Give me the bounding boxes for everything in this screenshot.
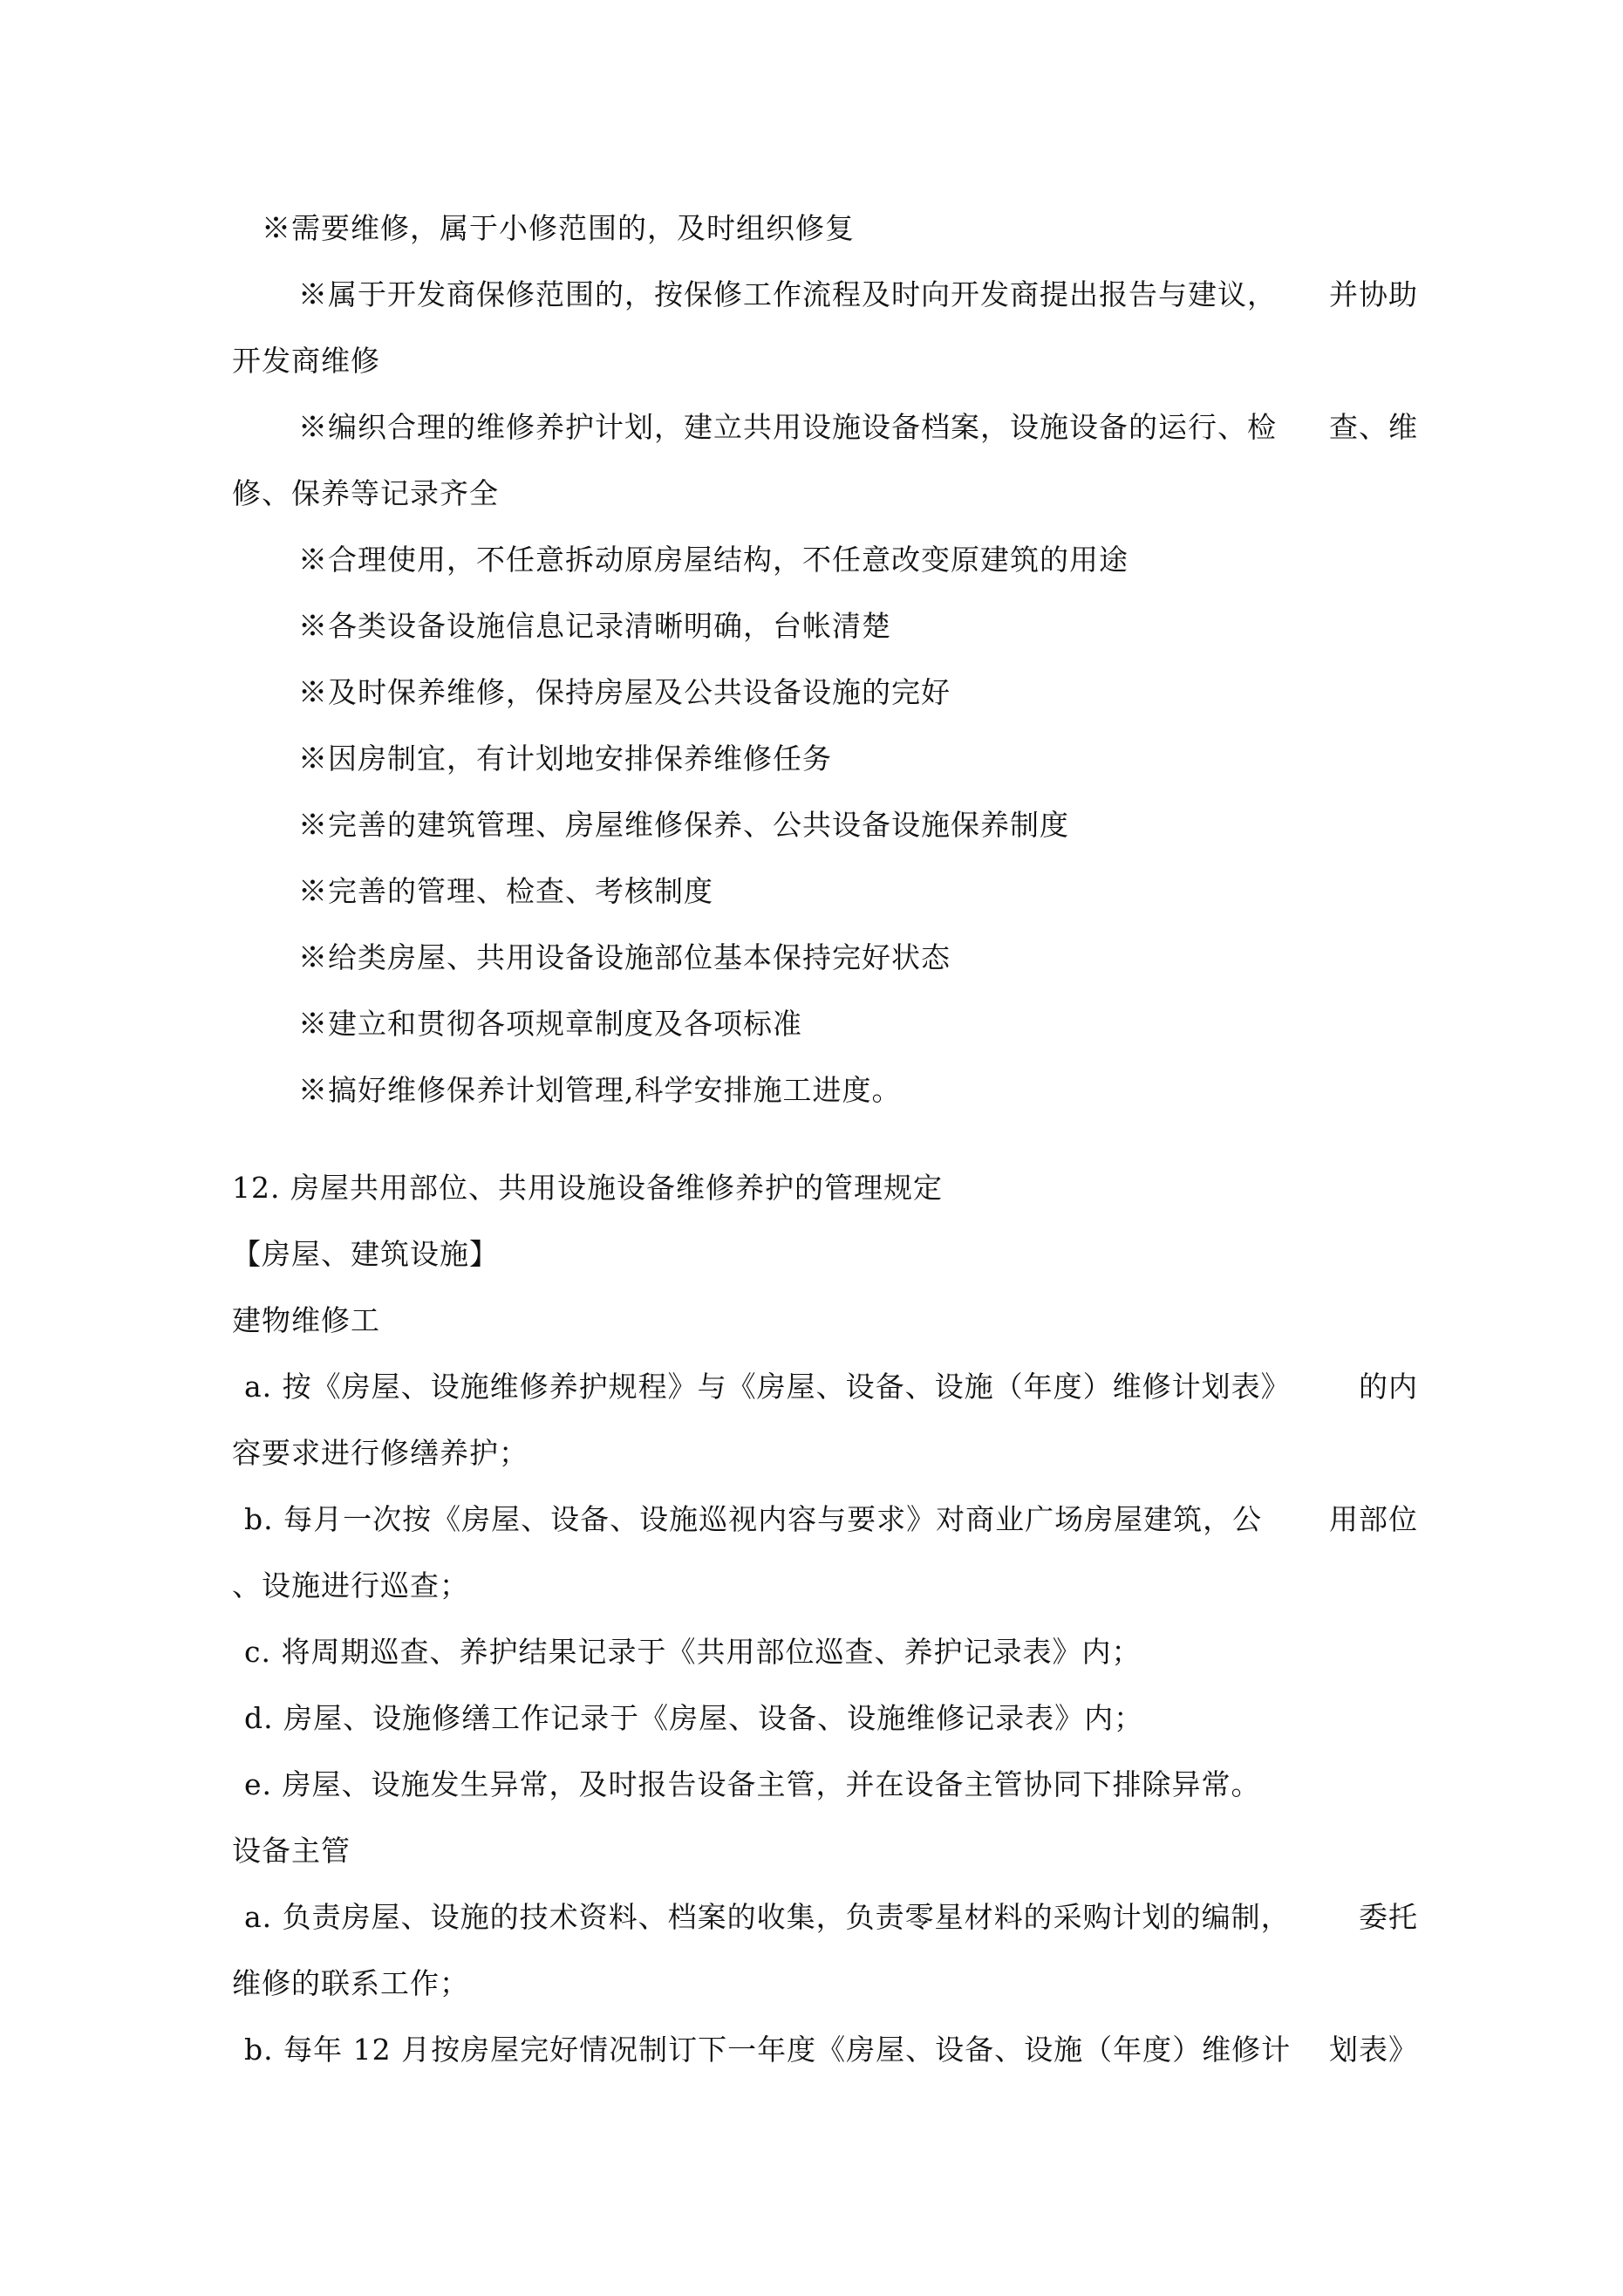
- note-line: ※完善的建筑管理、房屋维修保养、公共设备设施保养制度: [298, 808, 1069, 842]
- role-item: [232, 1486, 1418, 1553]
- note-line-continued: 修、保养等记录齐全: [232, 476, 499, 510]
- role-item-text: a. 负责房屋、设施的技术资料、档案的收集，负责零星材料的采购计划的编制，: [244, 1900, 1291, 1934]
- note-line: [232, 262, 1418, 328]
- role-item-continued: 容要求进行修缮养护；: [232, 1436, 528, 1470]
- role-item-text: 委托: [1359, 1900, 1418, 1934]
- note-line: ※建立和贯彻各项规章制度及各项标准: [298, 1007, 802, 1041]
- role-item-text: 的内: [1359, 1370, 1418, 1404]
- role-heading: 设备主管: [232, 1834, 351, 1868]
- role-item: d. 房屋、设施修缮工作记录于《房屋、设备、设施维修记录表》内；: [244, 1701, 1144, 1735]
- role-item: [232, 1354, 1418, 1420]
- note-line: ※因房制宜，有计划地安排保养维修任务: [298, 741, 832, 776]
- role-item: e. 房屋、设施发生异常，及时报告设备主管，并在设备主管协同下排除异常。: [244, 1767, 1261, 1801]
- section-gap: [232, 1124, 1418, 1155]
- note-line: ※搞好维修保养计划管理,科学安排施工进度。: [298, 1073, 902, 1107]
- section-title: 12. 房屋共用部位、共用设施设备维修养护的管理规定: [232, 1171, 943, 1205]
- role-item-continued: 维修的联系工作；: [232, 1966, 469, 2000]
- note-line: ※完善的管理、检查、考核制度: [298, 874, 713, 908]
- role-item-text: 划表》: [1329, 2033, 1418, 2067]
- role-heading: 建物维修工: [232, 1303, 380, 1337]
- note-text: ※编织合理的维修养护计划，建立共用设施设备档案，设施设备的运行、检: [298, 410, 1277, 444]
- note-line: ※合理使用，不任意拆动原房屋结构，不任意改变原建筑的用途: [298, 543, 1129, 577]
- note-text: ※属于开发商保修范围的，按保修工作流程及时向开发商提出报告与建议，: [298, 277, 1277, 311]
- section-subtitle: 【房屋、建筑设施】: [232, 1237, 499, 1271]
- note-text: 查、维: [1329, 410, 1418, 444]
- note-line: ※给类房屋、共用设备设施部位基本保持完好状态: [298, 940, 951, 974]
- role-item-text: b. 每月一次按《房屋、设备、设施巡视内容与要求》对商业广场房屋建筑，公: [244, 1502, 1263, 1536]
- note-line: [232, 394, 1418, 461]
- role-item: [232, 1884, 1418, 1951]
- role-item: [232, 2017, 1418, 2083]
- document-body: [232, 195, 1418, 2083]
- note-line: ※需要维修，属于小修范围的，及时组织修复: [262, 211, 855, 245]
- role-item-text: b. 每年 12 月按房屋完好情况制订下一年度《房屋、设备、设施（年度）维修计: [244, 2033, 1292, 2067]
- role-item: c. 将周期巡查、养护结果记录于《共用部位巡查、养护记录表》内；: [244, 1635, 1142, 1669]
- note-line: ※及时保养维修，保持房屋及公共设备设施的完好: [298, 675, 951, 709]
- role-item-text: 用部位: [1329, 1502, 1418, 1536]
- role-item-continued: 、设施进行巡查；: [232, 1568, 469, 1602]
- role-item-text: a. 按《房屋、设施维修养护规程》与《房屋、设备、设施（年度）维修计划表》: [244, 1370, 1291, 1404]
- note-line-continued: 开发商维修: [232, 344, 380, 378]
- note-line: ※各类设备设施信息记录清晰明确，台帐清楚: [298, 609, 891, 643]
- note-text: 并协助: [1329, 277, 1418, 311]
